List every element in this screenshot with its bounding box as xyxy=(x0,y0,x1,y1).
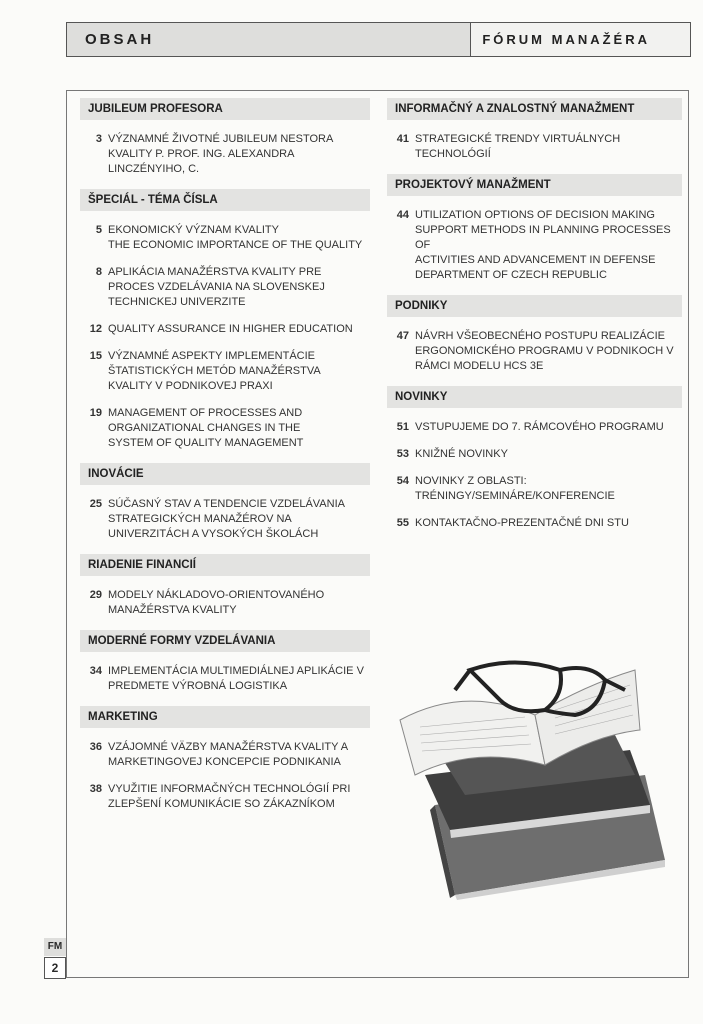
toc-page-number: 3 xyxy=(95,133,102,145)
section-title: MODERNÉ FORMY VZDELÁVANIA xyxy=(80,630,370,652)
toc-entry-title: SÚČASNÝ STAV A TENDENCIE VZDELÁVANIA STRATEGICKÝCH MANAŽÉROV NA UNIVERZITÁCH A VYSOKÝCH ŠKOLÁCH xyxy=(108,498,345,540)
toc-entry-title: MODELY NÁKLADOVO-ORIENTOVANÉHO MANAŽÉRSTVA KVALITY xyxy=(108,589,325,616)
toc-entry[interactable] xyxy=(80,349,370,394)
section-title: JUBILEUM PROFESORA xyxy=(80,98,370,120)
toc-entry-title: KONTAKTAČNO-PREZENTAČNÉ DNI STU xyxy=(415,517,629,529)
toc-entry[interactable] xyxy=(80,223,370,253)
toc-entry[interactable] xyxy=(387,208,682,283)
toc-entry[interactable] xyxy=(80,265,370,310)
toc-entry-title: VSTUPUJEME DO 7. RÁMCOVÉHO PROGRAMU xyxy=(415,421,664,433)
toc-entry-title: QUALITY ASSURANCE IN HIGHER EDUCATION xyxy=(108,323,353,335)
section-title: INFORMAČNÝ A ZNALOSTNÝ MANAŽMENT xyxy=(387,98,682,120)
toc-entry-title: NÁVRH VŠEOBECNÉHO POSTUPU REALIZÁCIE ERGONOMICKÉHO PROGRAMU V PODNIKOCH V RÁMCI MODELU HCS 3E xyxy=(415,330,674,372)
toc-page-number: 8 xyxy=(95,266,102,278)
section-title: PROJEKTOVÝ MANAŽMENT xyxy=(387,174,682,196)
left-column xyxy=(80,98,370,824)
toc-entry[interactable] xyxy=(80,406,370,451)
toc-page-number: 47 xyxy=(396,330,409,342)
toc-entry[interactable] xyxy=(387,420,682,435)
toc-entry[interactable] xyxy=(387,329,682,374)
right-column xyxy=(387,98,682,543)
toc-entry-title: MANAGEMENT OF PROCESSES AND ORGANIZATIONAL CHANGES IN THE SYSTEM OF QUALITY MANAGEMENT xyxy=(108,407,304,449)
section-title: MARKETING xyxy=(80,706,370,728)
toc-entry[interactable] xyxy=(80,497,370,542)
toc-entry[interactable] xyxy=(80,782,370,812)
page-header xyxy=(66,22,691,57)
toc-entry[interactable] xyxy=(80,740,370,770)
toc-page-number: 15 xyxy=(89,350,102,362)
toc-page-number: 51 xyxy=(396,421,409,433)
page-number: 2 xyxy=(44,957,66,979)
toc-entry[interactable] xyxy=(80,322,370,337)
toc-entry[interactable] xyxy=(387,474,682,504)
toc-entry-title: KNIŽNÉ NOVINKY xyxy=(415,448,508,460)
toc-page-number: 25 xyxy=(89,498,102,510)
toc-page-number: 41 xyxy=(396,133,409,145)
toc-page-number: 54 xyxy=(396,475,409,487)
section-title: PODNIKY xyxy=(387,295,682,317)
toc-entry-title: UTILIZATION OPTIONS OF DECISION MAKING SUPPORT METHODS IN PLANNING PROCESSES OF ACTIVITIES AND ADVANCEMENT IN DEFENSE DEPARTMENT OF CZECH REPUBLIC xyxy=(415,209,671,281)
toc-page-number: 5 xyxy=(95,224,102,236)
books-with-glasses-illustration xyxy=(395,655,680,900)
toc-page-number: 19 xyxy=(89,407,102,419)
toc-page-number: 34 xyxy=(89,665,102,677)
toc-page-number: 38 xyxy=(89,783,102,795)
header-title-obsah: OBSAH xyxy=(85,31,155,48)
toc-entry[interactable] xyxy=(387,516,682,531)
toc-entry-title: NOVINKY Z OBLASTI: TRÉNINGY/SEMINÁRE/KONFERENCIE xyxy=(415,475,615,502)
toc-page-number: 55 xyxy=(396,517,409,529)
toc-entry-title: APLIKÁCIA MANAŽÉRSTVA KVALITY PRE PROCES VZDELÁVANIA NA SLOVENSKEJ TECHNICKEJ UNIVERZITE xyxy=(108,266,325,308)
toc-page-number: 29 xyxy=(89,589,102,601)
toc-entry[interactable] xyxy=(80,664,370,694)
toc-entry-title: VÝZNAMNÉ ASPEKTY IMPLEMENTÁCIE ŠTATISTICKÝCH METÓD MANAŽÉRSTVA KVALITY V PODNIKOVEJ PRAXI xyxy=(108,350,321,392)
toc-entry-title: STRATEGICKÉ TRENDY VIRTUÁLNYCH TECHNOLÓGIÍ xyxy=(415,133,621,160)
toc-entry-title: VYUŽITIE INFORMAČNÝCH TECHNOLÓGIÍ PRI ZLEPŠENÍ KOMUNIKÁCIE SO ZÁKAZNÍKOM xyxy=(108,783,351,810)
section-title: NOVINKY xyxy=(387,386,682,408)
section-title: ŠPECIÁL - TÉMA ČÍSLA xyxy=(80,189,370,211)
toc-entry[interactable] xyxy=(387,132,682,162)
toc-page-number: 44 xyxy=(396,209,409,221)
toc-entry-title: IMPLEMENTÁCIA MULTIMEDIÁLNEJ APLIKÁCIE V PREDMETE VÝROBNÁ LOGISTIKA xyxy=(108,665,364,692)
header-title-forum: FÓRUM MANAŽÉRA xyxy=(470,23,690,56)
toc-entry-title: EKONOMICKÝ VÝZNAM KVALITY THE ECONOMIC IMPORTANCE OF THE QUALITY xyxy=(108,224,363,251)
toc-page-number: 36 xyxy=(89,741,102,753)
magazine-code-label: FM xyxy=(44,938,66,956)
section-title: INOVÁCIE xyxy=(80,463,370,485)
toc-page-number: 53 xyxy=(396,448,409,460)
toc-entry-title: VÝZNAMNÉ ŽIVOTNÉ JUBILEUM NESTORA KVALITY P. PROF. ING. ALEXANDRA LINCZÉNYIHO, C. xyxy=(108,133,334,175)
toc-entry[interactable] xyxy=(80,588,370,618)
toc-page-number: 12 xyxy=(89,323,102,335)
toc-entry[interactable] xyxy=(387,447,682,462)
toc-entry[interactable] xyxy=(80,132,370,177)
section-title: RIADENIE FINANCIÍ xyxy=(80,554,370,576)
toc-entry-title: VZÁJOMNÉ VÄZBY MANAŽÉRSTVA KVALITY A MARKETINGOVEJ KONCEPCIE PODNIKANIA xyxy=(108,741,349,768)
